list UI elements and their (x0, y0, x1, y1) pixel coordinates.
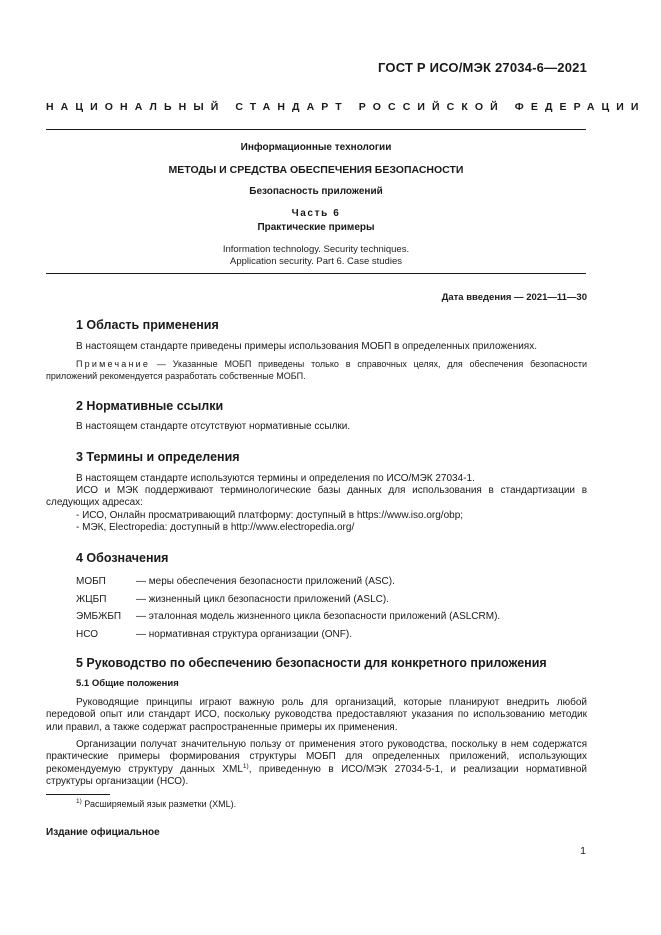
abbreviation-term: МОБП (76, 576, 106, 587)
abbreviation-row (76, 576, 586, 587)
part-number: Часть 6 (291, 208, 341, 219)
page-number: 1 (580, 845, 586, 857)
national-standard-banner: НАЦИОНАЛЬНЫЙ СТАНДАРТ РОССИЙСКОЙ ФЕДЕРАЦИИ (46, 101, 646, 113)
section-1-text: В настоящем стандарте приведены примеры использования МОБП в определенных приложениях. (76, 341, 537, 352)
note-text: — Указанные МОБП приведены только в справочных целях, для обеспечения безопасности приложений рекомендуется разработать собственные МОБП. (46, 359, 587, 381)
footnote-rule (46, 794, 110, 795)
part-title: Практические примеры (257, 222, 375, 233)
abbreviation-definition: — меры обеспечения безопасности приложений (ASC). (136, 576, 395, 587)
document-number: ГОСТ Р ИСО/МЭК 27034-6—2021 (378, 60, 587, 75)
abbreviation-row (76, 629, 586, 640)
section-3-heading: 3 Термины и определения (76, 450, 240, 464)
section-3-list-item-1: - ИСО, Онлайн просматривающий платформу: доступный в https://www.iso.org/obp; (76, 510, 464, 521)
section-3-para-1: В настоящем стандарте используются термины и определения по ИСО/МЭК 27034-1. (76, 473, 475, 484)
section-4-heading: 4 Обозначения (76, 551, 169, 565)
section-1-heading: 1 Область применения (76, 318, 219, 332)
subsection-5-1-heading: 5.1 Общие положения (76, 678, 179, 689)
section-2-heading: 2 Нормативные ссылки (76, 399, 224, 413)
abbreviation-definition: — нормативная структура организации (ONF). (136, 629, 352, 640)
title-line-2: МЕТОДЫ И СРЕДСТВА ОБЕСПЕЧЕНИЯ БЕЗОПАСНОСТИ (168, 164, 464, 176)
english-title-line-2: Application security. Part 6. Case studies (230, 256, 402, 267)
english-title-line-1: Information technology. Security techniques. (222, 244, 410, 255)
section-5-heading: 5 Руководство по обеспечению безопасности для конкретного приложения (76, 656, 547, 670)
section-5-para-2 (46, 739, 587, 788)
introduction-date: Дата введения — 2021—11—30 (441, 292, 587, 303)
footnote (76, 799, 236, 809)
title-bottom-rule (46, 273, 586, 274)
abbreviation-row (76, 594, 586, 605)
official-edition-label: Издание официальное (46, 827, 160, 838)
footnote-reference: 1) (242, 762, 249, 770)
footnote-mark: 1) (76, 798, 82, 805)
abbreviation-definition: — жизненный цикл безопасности приложений (ASLC). (136, 594, 389, 605)
abbreviation-row (76, 611, 586, 622)
section-3-para-2: ИСО и МЭК поддерживают терминологические базы данных для использования в стандартизации в следующих адресах: (46, 485, 587, 509)
abbreviation-term: НСО (76, 629, 99, 640)
title-line-3: Безопасность приложений (249, 186, 383, 197)
footnote-text: Расширяемый язык разметки (XML). (84, 799, 237, 809)
abbreviation-term: ЖЦБП (76, 594, 107, 605)
section-1-note (46, 359, 587, 382)
section-2-text: В настоящем стандарте отсутствуют нормативные ссылки. (76, 421, 351, 432)
section-5-para-1: Руководящие принципы играют важную роль для организаций, которые планируют внедрить любой передовой опыт или стандарт ИСО, поскольку руководства предоставляют указания по использованию методик или правил, а также содержат распространенные примеры их применения. (46, 697, 587, 733)
section-5-para-2-text-a: Организации получат значительную пользу от применения этого руководства, поскольку в нем содержатся практические примеры формирования структуры МОБП для определенных приложений, использующих рекомендуемую структуру данных XML (46, 739, 587, 775)
top-rule (46, 129, 586, 130)
title-line-1: Информационные технологии (240, 142, 392, 153)
abbreviation-definition: — эталонная модель жизненного цикла безопасности приложений (ASLCRM). (136, 611, 501, 622)
section-3-list-item-2: - МЭК, Electropedia: доступный в http://www.electropedia.org/ (76, 522, 355, 533)
note-label: Примечание (76, 359, 151, 369)
section-5-para-2-text-b: , приведенную в ИСО/МЭК 27034-5-1, и реализации нормативной структуры организации (НСО). (46, 763, 587, 787)
abbreviation-term: ЭМБЖБП (76, 611, 122, 622)
